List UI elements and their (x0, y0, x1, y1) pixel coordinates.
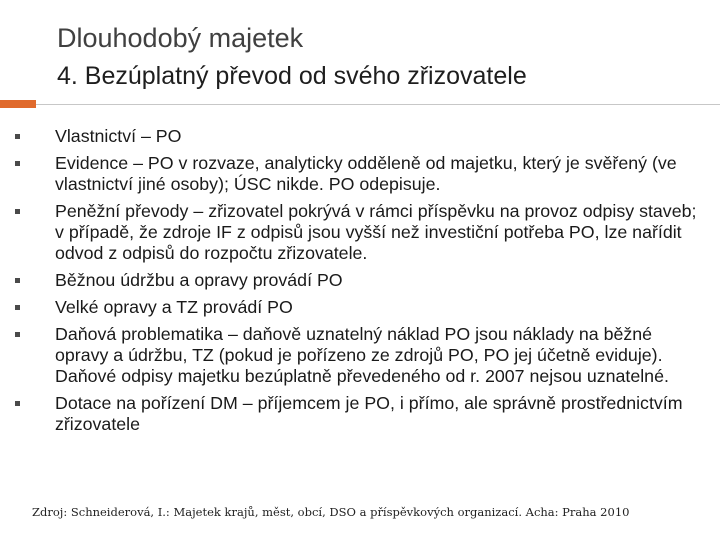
bullet-cash-transfers: Peněžní převody – zřizovatel pokrývá v rámci příspěvku na provoz odpisy staveb; v případě, že zdroje IF z odpisů jsou vyšší než investiční potřeba PO, lze nařídit odvod z odpisů do rozpočtu zřizovatele. (55, 201, 705, 264)
slide-title: Dlouhodobý majetek (57, 23, 304, 53)
bullet-major-repairs: Velké opravy a TZ provádí PO (55, 297, 705, 318)
bullet-subsidies: Dotace na pořízení DM – příjemcem je PO, i přímo, ale správně prostřednictvím zřizovatele (55, 393, 705, 435)
title-divider (0, 104, 720, 105)
slide-subtitle: 4. Bezúplatný převod od svého zřizovatele (57, 62, 527, 90)
source-citation: Zdroj: Schneiderová, I.: Majetek krajů, měst, obcí, DSO a příspěvkových organizací. Acha: Praha 2010 (32, 505, 630, 519)
bullet-evidence: Evidence – PO v rozvaze, analyticky odděleně od majetku, který je svěřený (ve vlastnictví jiné osoby); ÚSC nikde. PO odepisuje. (55, 153, 705, 195)
bullet-tax-issues: Daňová problematika – daňově uznatelný náklad PO jsou náklady na běžné opravy a údržbu, TZ (pokud je pořízeno ze zdrojů PO, PO jej účetně eviduje). Daňové odpisy majetku bezúplatně převedeného od r. 2007 nejsou uznatelné. (55, 324, 705, 387)
bullet-maintenance: Běžnou údržbu a opravy provádí PO (55, 270, 705, 291)
accent-bar (0, 100, 36, 108)
bullet-list (55, 126, 705, 441)
bullet-ownership: Vlastnictví – PO (55, 126, 705, 147)
